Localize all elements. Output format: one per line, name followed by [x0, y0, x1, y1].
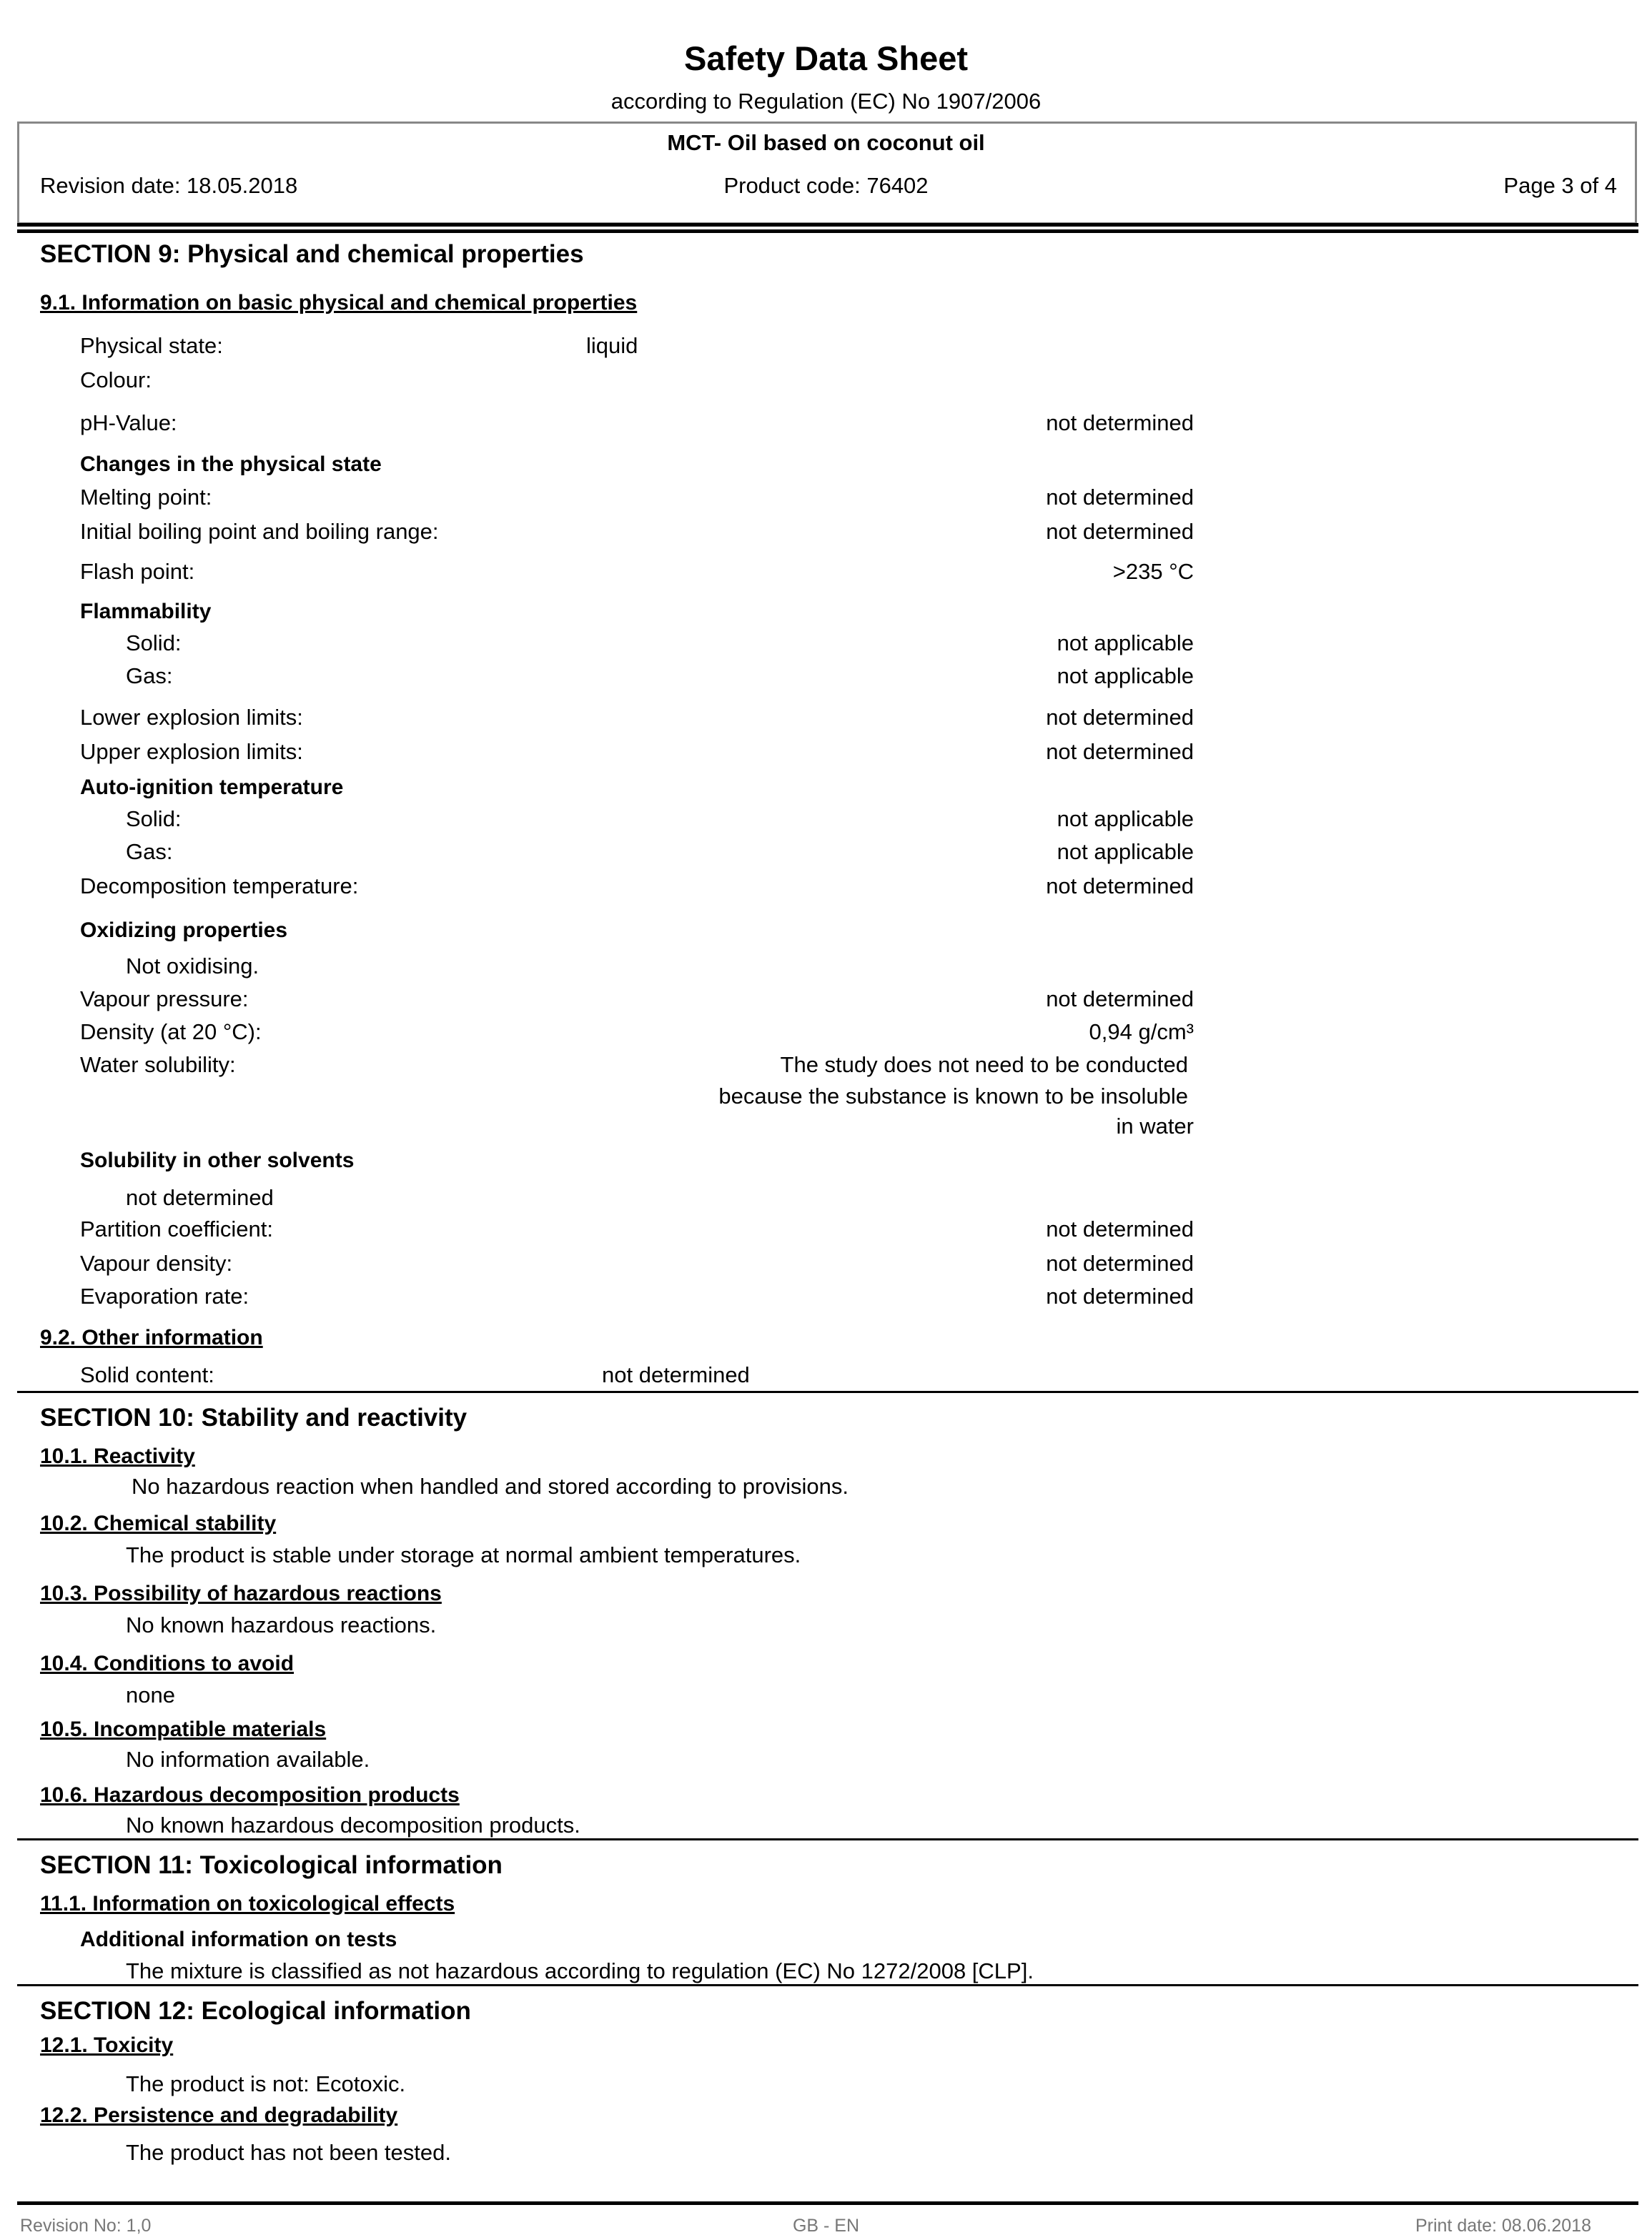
property-label: Physical state: [80, 333, 223, 358]
group-heading: Solubility in other solvents [80, 1149, 355, 1172]
section-text: No hazardous reaction when handled and stored according to provisions. [132, 1474, 849, 1499]
property-label: Decomposition temperature: [80, 873, 359, 898]
subsection-heading: 11.1. Information on toxicological effects [40, 1892, 455, 1916]
property-value: in water [1116, 1114, 1194, 1139]
property-value: not determined [1046, 705, 1194, 730]
property-label: Vapour pressure: [80, 986, 249, 1011]
subsection-heading: 12.2. Persistence and degradability [40, 2103, 398, 2127]
property-label: Solid: [126, 630, 182, 655]
property-value: not determined [1046, 986, 1194, 1011]
section-text: No known hazardous reactions. [126, 1612, 437, 1637]
property-value: >235 °C [1112, 559, 1194, 584]
property-value: not determined [1046, 1284, 1194, 1309]
property-label: Upper explosion limits: [80, 739, 303, 764]
property-value: not determined [1046, 410, 1194, 435]
divider [17, 223, 1638, 227]
property-value: not determined [1046, 739, 1194, 764]
property-label: Vapour density: [80, 1251, 233, 1276]
section-text: The product is stable under storage at normal ambient temperatures. [126, 1542, 801, 1567]
property-label: Initial boiling point and boiling range: [80, 519, 439, 544]
subsection-heading: 10.2. Chemical stability [40, 1512, 277, 1535]
group-heading: Flammability [80, 600, 212, 623]
section-text: The product has not been tested. [126, 2140, 451, 2165]
property-value: The study does not need to be conducted [780, 1052, 1188, 1077]
property-value: not determined [1046, 873, 1194, 898]
property-value: 0,94 g/cm³ [1089, 1019, 1194, 1044]
group-heading: Auto-ignition temperature [80, 775, 344, 799]
subsection-heading: 10.4. Conditions to avoid [40, 1652, 295, 1675]
property-label: Evaporation rate: [80, 1284, 249, 1309]
divider [17, 1391, 1638, 1393]
property-value: not determined [1046, 519, 1194, 544]
subsection-heading: 10.1. Reactivity [40, 1444, 195, 1468]
property-value: liquid [586, 333, 638, 358]
property-label: Density (at 20 °C): [80, 1019, 262, 1044]
property-value: not determined [126, 1185, 274, 1210]
property-label: Solid content: [80, 1362, 214, 1387]
property-label: Colour: [80, 367, 152, 392]
property-label: Lower explosion limits: [80, 705, 303, 730]
divider [17, 2201, 1638, 2205]
footer-language: GB - EN [792, 2216, 860, 2236]
document-title: Safety Data Sheet [683, 39, 969, 77]
revision-date: Revision date: 18.05.2018 [40, 173, 298, 198]
footer-print-date: Print date: 08.06.2018 [1415, 2216, 1591, 2236]
property-label: Flash point: [80, 559, 195, 584]
subsection-heading: 12.1. Toxicity [40, 2033, 174, 2057]
section-text: The product is not: Ecotoxic. [126, 2071, 406, 2096]
section-text: The mixture is classified as not hazardous according to regulation (EC) No 1272/2008 [CLP]. [126, 1958, 1034, 1983]
property-value: not determined [602, 1362, 750, 1387]
section-heading: SECTION 11: Toxicological information [40, 1851, 503, 1879]
subsection-heading: 10.6. Hazardous decomposition products [40, 1783, 460, 1807]
section-heading: SECTION 9: Physical and chemical properties [40, 240, 584, 268]
section-text: none [126, 1683, 175, 1708]
property-value: not applicable [1057, 806, 1194, 831]
section-text: No known hazardous decomposition products. [126, 1813, 580, 1838]
property-value: not applicable [1057, 663, 1194, 688]
property-label: pH-Value: [80, 410, 177, 435]
section-heading: SECTION 10: Stability and reactivity [40, 1404, 468, 1432]
property-label: Gas: [126, 839, 173, 864]
group-heading: Additional information on tests [80, 1928, 397, 1951]
property-label: Gas: [126, 663, 173, 688]
product-name: MCT- Oil based on coconut oil [667, 130, 985, 155]
group-heading: Oxidizing properties [80, 918, 288, 942]
property-label: Water solubility: [80, 1052, 236, 1077]
page-number: Page 3 of 4 [1503, 173, 1617, 198]
property-value: not determined [1046, 1216, 1194, 1242]
property-value: not applicable [1057, 630, 1194, 655]
subsection-heading: 9.2. Other information [40, 1326, 263, 1349]
subsection-heading: 10.5. Incompatible materials [40, 1718, 327, 1741]
property-label: Melting point: [80, 485, 212, 510]
footer-revision-no: Revision No: 1,0 [20, 2216, 152, 2236]
property-label: Partition coefficient: [80, 1216, 273, 1242]
section-text: No information available. [126, 1747, 370, 1772]
property-value: because the substance is known to be insoluble [718, 1084, 1188, 1109]
property-value: not applicable [1057, 839, 1194, 864]
subsection-heading: 10.3. Possibility of hazardous reactions [40, 1582, 442, 1605]
section-heading: SECTION 12: Ecological information [40, 1997, 471, 2025]
divider [17, 229, 1638, 233]
group-heading: Changes in the physical state [80, 452, 382, 476]
property-value: Not oxidising. [126, 953, 259, 978]
product-code: Product code: 76402 [723, 173, 929, 198]
regulation-subtitle: according to Regulation (EC) No 1907/2006 [610, 89, 1042, 114]
subsection-heading: 9.1. Information on basic physical and chemical properties [40, 291, 638, 314]
property-value: not determined [1046, 1251, 1194, 1276]
property-label: Solid: [126, 806, 182, 831]
property-value: not determined [1046, 485, 1194, 510]
